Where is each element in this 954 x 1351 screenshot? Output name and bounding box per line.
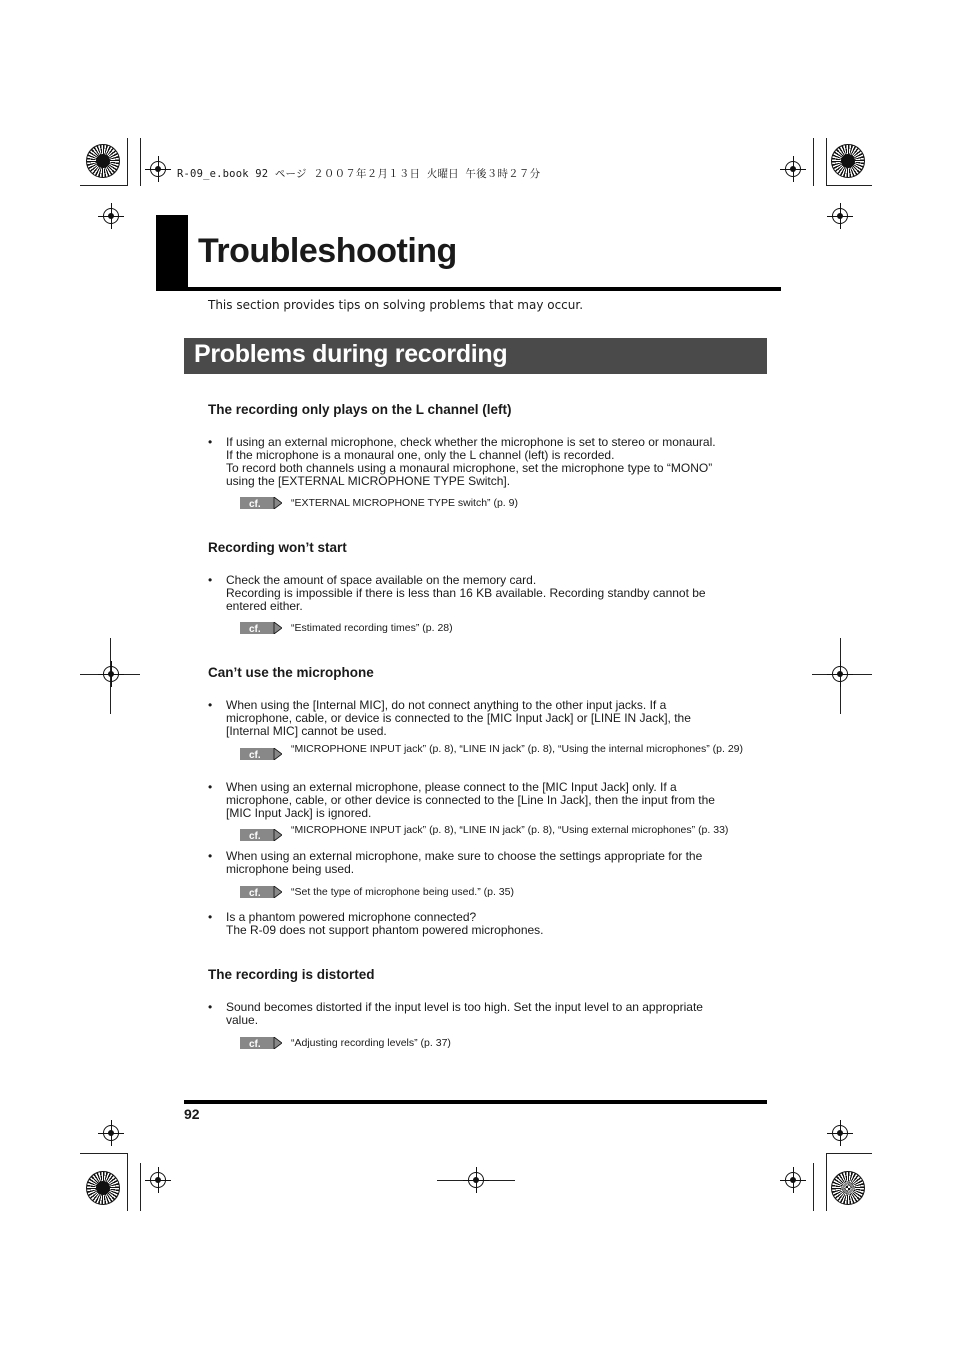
print-header-info: R-09_e.book 92 ページ ２００７年２月１３日 火曜日 午後３時２７分 (177, 168, 541, 180)
item-line: When using an external microphone, please connect to the [MIC Input Jack] only. If a (226, 780, 677, 794)
list-item (208, 1001, 768, 1027)
list-item (208, 574, 768, 613)
cf-label: cf. (249, 499, 261, 509)
cf-label: cf. (249, 831, 261, 841)
starburst-icon (86, 144, 120, 178)
cf-label: cf. (249, 750, 261, 760)
cf-arrow-icon (240, 829, 282, 841)
registration-mark-icon (103, 208, 119, 224)
intro-text: This section provides tips on solving problems that may occur. (208, 298, 584, 312)
cross-reference-text: “MICROPHONE INPUT jack” (p. 8), “LINE IN jack” (p. 8), “Using external microphones” (p. 33) (291, 824, 729, 836)
item-line: Sound becomes distorted if the input level is too high. Set the input level to an appropriate (226, 1000, 703, 1014)
item-line: The R-09 does not support phantom powered microphones. (226, 923, 544, 937)
bullet: • (208, 435, 213, 449)
registration-mark-icon (832, 666, 848, 682)
cf-label: cf. (249, 624, 261, 634)
page-number: 92 (184, 1106, 200, 1122)
item-line: microphone, cable, or other device is connected to the [Line In Jack], then the input from the (226, 793, 715, 807)
cross-reference[interactable] (240, 497, 770, 509)
starburst-icon (86, 1171, 120, 1205)
item-line: microphone being used. (226, 862, 355, 876)
registration-mark-icon (468, 1172, 484, 1188)
cf-label: cf. (249, 888, 261, 898)
topic-heading: The recording is distorted (208, 967, 375, 982)
cross-reference[interactable] (240, 743, 770, 760)
cross-reference-text: “Adjusting recording levels” (p. 37) (291, 1037, 451, 1049)
list-item (208, 699, 768, 738)
bullet: • (208, 698, 213, 712)
item-line: When using an external microphone, make sure to choose the settings appropriate for the (226, 849, 703, 863)
item-line: When using the [Internal MIC], do not connect anything to the other input jacks. If a (226, 698, 667, 712)
registration-mark-icon (150, 161, 166, 177)
item-line: If using an external microphone, check whether the microphone is set to stereo or monaural. (226, 435, 716, 449)
item-line: [Internal MIC] cannot be used. (226, 724, 387, 738)
registration-mark-icon (832, 208, 848, 224)
title-rule (156, 287, 781, 291)
item-line: Is a phantom powered microphone connected? (226, 910, 477, 924)
list-item (208, 781, 768, 820)
item-line: Recording is impossible if there is less than 16 KB available. Recording standby cannot be (226, 586, 706, 600)
starburst-icon (831, 1171, 865, 1205)
list-item (208, 436, 768, 488)
item-line: microphone, cable, or device is connected to the [MIC Input Jack] or [LINE IN Jack], the (226, 711, 691, 725)
list-item (208, 911, 768, 937)
cross-reference-text: “Set the type of microphone being used.” (p. 35) (291, 886, 514, 898)
section-title: Problems during recording (194, 340, 508, 368)
item-line: using the [EXTERNAL MICROPHONE TYPE Switch]. (226, 474, 511, 488)
cf-arrow-icon (240, 886, 282, 898)
list-item (208, 850, 768, 876)
page-title: Troubleshooting (198, 232, 457, 270)
item-line: If the microphone is a monaural one, only the L channel (left) is recorded. (226, 448, 615, 462)
registration-mark-icon (103, 1125, 119, 1141)
footer-rule (184, 1100, 767, 1104)
cf-arrow-icon (240, 748, 282, 760)
cross-reference[interactable] (240, 1037, 770, 1049)
cf-label: cf. (249, 1039, 261, 1049)
topic-heading: The recording only plays on the L channel (left) (208, 402, 512, 417)
bullet: • (208, 1000, 213, 1014)
item-line: [MIC Input Jack] is ignored. (226, 806, 372, 820)
registration-mark-icon (785, 1172, 801, 1188)
cross-reference-text: “Estimated recording times” (p. 28) (291, 622, 453, 634)
cross-reference-text: “EXTERNAL MICROPHONE TYPE switch” (p. 9) (291, 497, 518, 509)
bullet: • (208, 573, 213, 587)
item-line: entered either. (226, 599, 303, 613)
bullet: • (208, 910, 213, 924)
title-block (156, 215, 188, 291)
cross-reference[interactable] (240, 886, 770, 898)
cf-arrow-icon (240, 622, 282, 634)
registration-mark-icon (103, 666, 119, 682)
bullet: • (208, 780, 213, 794)
topic-heading: Recording won’t start (208, 540, 347, 555)
item-line: value. (226, 1013, 259, 1027)
registration-mark-icon (150, 1172, 166, 1188)
cf-arrow-icon (240, 497, 282, 509)
cf-arrow-icon (240, 1037, 282, 1049)
cross-reference[interactable] (240, 622, 770, 634)
bullet: • (208, 849, 213, 863)
starburst-icon (831, 144, 865, 178)
item-line: Check the amount of space available on the memory card. (226, 573, 537, 587)
topic-heading: Can’t use the microphone (208, 665, 374, 680)
cross-reference[interactable] (240, 824, 770, 841)
registration-mark-icon (832, 1125, 848, 1141)
cross-reference-text: “MICROPHONE INPUT jack” (p. 8), “LINE IN jack” (p. 8), “Using the internal microphones” (p. 29) (291, 743, 744, 755)
item-line: To record both channels using a monaural microphone, set the microphone type to “MONO” (226, 461, 713, 475)
registration-mark-icon (785, 161, 801, 177)
